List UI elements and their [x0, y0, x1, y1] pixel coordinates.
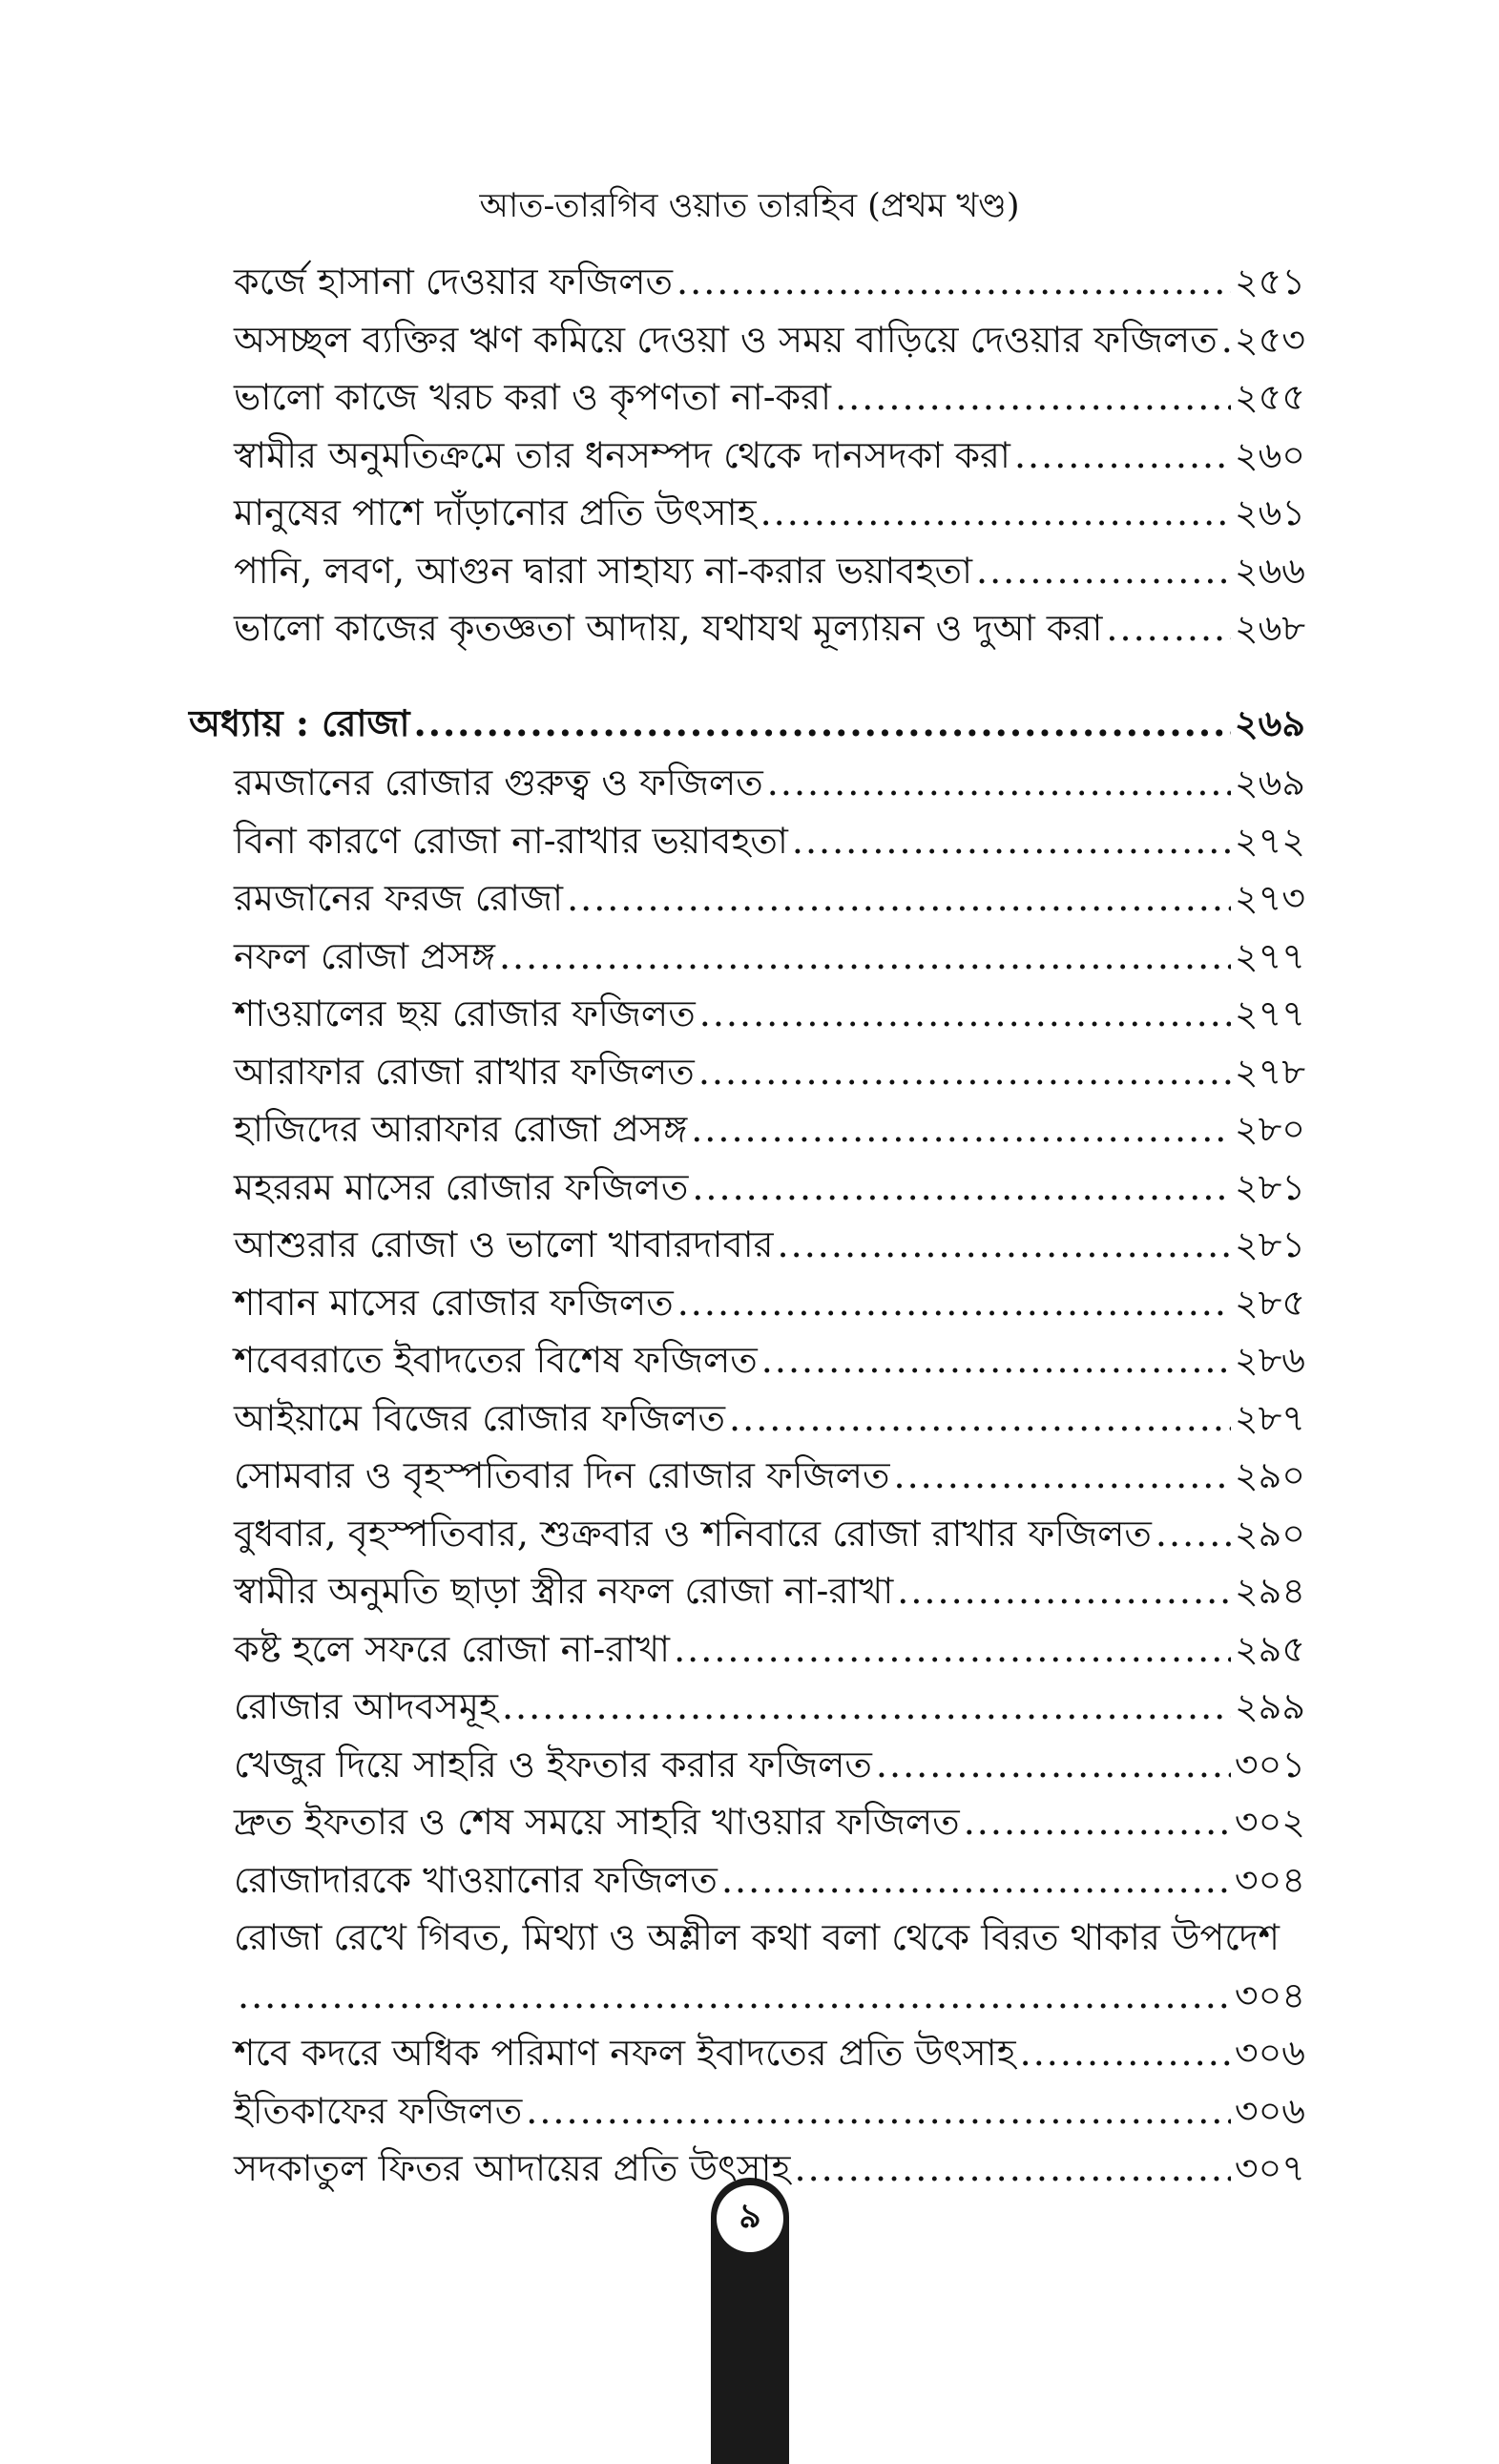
- toc-entry-title: শবে কদরে অধিক পরিমাণ নফল ইবাদতের প্রতি উৎসাহ: [234, 2032, 1016, 2074]
- dot-leader: [729, 1394, 1231, 1442]
- toc-entry[interactable]: [234, 258, 1305, 305]
- dot-leader: [413, 700, 1230, 747]
- toc-entry-page: ২৯০: [1234, 1512, 1305, 1555]
- toc-entry-page: ২৬৯: [1234, 701, 1305, 744]
- toc-entry-title: মহররম মাসের রোজার ফজিলত: [234, 1165, 689, 1208]
- dot-leader: [1155, 1510, 1231, 1557]
- toc-entry-title: হাজিদের আরাফার রোজা প্রসঙ্গ: [234, 1108, 688, 1150]
- dot-leader: [1014, 431, 1231, 479]
- dot-leader: [976, 547, 1231, 595]
- dot-leader: [502, 1682, 1231, 1730]
- toc-entry[interactable]: [234, 1336, 1305, 1384]
- toc-entry-page: ৩০৪: [1234, 1973, 1305, 2016]
- toc-entry[interactable]: [234, 990, 1305, 1037]
- toc-entry[interactable]: [234, 2144, 1305, 2192]
- toc-entry[interactable]: [234, 817, 1305, 865]
- toc-entry[interactable]: [234, 1510, 1305, 1557]
- dot-leader: [792, 817, 1231, 865]
- toc-entry[interactable]: [234, 1394, 1305, 1442]
- toc-entry[interactable]: [234, 2087, 1305, 2135]
- toc-entry-page: ৩০৬: [1234, 2032, 1305, 2074]
- dot-leader: [698, 1048, 1231, 1096]
- dot-leader: [1221, 316, 1231, 364]
- toc-entry-continuation[interactable]: [234, 1972, 1305, 2019]
- toc-entry-page: ২৬৬: [1234, 549, 1305, 592]
- toc-entry[interactable]: [234, 1163, 1305, 1211]
- toc-entry-page: ২৮৭: [1234, 1396, 1305, 1439]
- toc-entry-title: খেজুর দিয়ে সাহরি ও ইফতার করার ফজিলত: [234, 1743, 872, 1785]
- toc-entry-title: বিনা কারণে রোজা না-রাখার ভয়াবহতা: [234, 819, 788, 862]
- toc-entry-title: আইয়ামে বিজের রোজার ফজিলত: [234, 1396, 726, 1439]
- dot-leader: [674, 1625, 1231, 1673]
- toc-entry-page: ২৮৬: [1234, 1339, 1305, 1381]
- toc-entry[interactable]: [234, 316, 1305, 364]
- toc-entry-title: সোমবার ও বৃহস্পতিবার দিন রোজার ফজিলত: [234, 1454, 890, 1496]
- toc-entry[interactable]: [234, 1279, 1305, 1326]
- toc-entry-title: স্বামীর অনুমতিক্রমে তার ধনসম্পদ থেকে দানসদকা করা: [234, 433, 1010, 476]
- toc-entry-title: ভালো কাজের কৃতজ্ঞতা আদায়, যথাযথ মূল্যায়ন ও দুআ করা: [234, 607, 1103, 649]
- toc-entry[interactable]: [234, 431, 1305, 479]
- toc-entry-page: ৩০২: [1234, 1801, 1305, 1843]
- toc-entry-title: শাওয়ালের ছয় রোজার ফজিলত: [234, 992, 696, 1034]
- toc-entry-title: কষ্ট হলে সফরে রোজা না-রাখা: [234, 1627, 671, 1670]
- toc-entry-page: ২৮৫: [1234, 1281, 1305, 1324]
- toc-entry[interactable]: [234, 1567, 1305, 1615]
- dot-leader: [721, 1856, 1231, 1904]
- toc-entry-page: ২৮০: [1234, 1108, 1305, 1150]
- toc-entry-title: রমজানের রোজার গুরুত্ব ও ফজিলত: [234, 762, 763, 804]
- toc-entry-page: ২৭৭: [1234, 992, 1305, 1034]
- toc-entry-title: রমজানের ফরজ রোজা: [234, 877, 564, 919]
- toc-entry-page: ২৭২: [1234, 819, 1305, 862]
- toc-entry-page: ৩০১: [1234, 1743, 1305, 1785]
- toc-entry-page: ২৯৫: [1234, 1627, 1305, 1670]
- toc-entry-title: দ্রুত ইফতার ও শেষ সময়ে সাহরি খাওয়ার ফজিলত: [234, 1801, 960, 1843]
- toc-entry-page: ৩০৭: [1234, 2147, 1305, 2189]
- running-title: আত-তারগিব ওয়াত তারহিব (প্রথম খণ্ড): [479, 187, 1020, 225]
- dot-leader: [778, 1221, 1231, 1268]
- toc-entry[interactable]: [234, 759, 1305, 806]
- toc-entry-page: ৩০৪: [1234, 1858, 1305, 1901]
- dot-leader: [238, 1972, 1231, 2019]
- dot-leader: [499, 932, 1231, 980]
- dot-leader: [876, 1741, 1231, 1788]
- dot-leader: [964, 1798, 1231, 1846]
- chapter-heading[interactable]: [189, 700, 1305, 747]
- toc-entry-title: অধ্যায় : রোজা: [189, 701, 410, 744]
- toc-entry-page: ২৬০: [1234, 433, 1305, 476]
- toc-entry[interactable]: [234, 1682, 1305, 1730]
- toc-entry[interactable]: [234, 547, 1305, 595]
- toc-entry-page: ২৯৯: [1234, 1685, 1305, 1727]
- toc-entry-title: ইতিকাফের ফজিলত: [234, 2089, 523, 2132]
- toc-entry[interactable]: [234, 1048, 1305, 1096]
- toc-entry[interactable]: [234, 1105, 1305, 1153]
- dot-leader: [526, 2087, 1231, 2135]
- toc-entry-page: ২৬৯: [1234, 762, 1305, 804]
- toc-entry-page: ২৬৮: [1234, 607, 1305, 649]
- dot-leader: [691, 1105, 1231, 1153]
- toc-entry-title: সদকাতুল ফিতর আদায়ের প্রতি উৎসাহ: [234, 2147, 791, 2189]
- toc-entry-page: ২৫১: [1234, 261, 1305, 303]
- toc-entry-page: ২৬১: [1234, 491, 1305, 533]
- toc-entry-title: রোজার আদবসমূহ: [234, 1685, 498, 1727]
- toc-entry[interactable]: [234, 932, 1305, 980]
- dot-leader: [1020, 2029, 1231, 2077]
- toc-entry[interactable]: [234, 874, 1305, 922]
- dot-leader: [893, 1451, 1230, 1499]
- dot-leader: [699, 990, 1231, 1037]
- dot-leader: [677, 1279, 1231, 1326]
- toc-entry-page: ২৮১: [1234, 1165, 1305, 1208]
- toc-entry[interactable]: [234, 1741, 1305, 1788]
- toc-entry-title: কর্জে হাসানা দেওয়ার ফজিলত: [234, 261, 674, 303]
- toc-entry-title: আরাফার রোজা রাখার ফজিলত: [234, 1050, 695, 1093]
- toc-entry-page: ২৫৩: [1234, 318, 1305, 361]
- toc-entry-title: মানুষের পাশে দাঁড়ানোর প্রতি উৎসাহ: [234, 491, 757, 533]
- toc-entry-page: ২৭৮: [1234, 1050, 1305, 1093]
- dot-leader: [897, 1567, 1231, 1615]
- toc-entry-title: শবেবরাতে ইবাদতের বিশেষ ফজিলত: [234, 1339, 758, 1381]
- toc-entry-title: পানি, লবণ, আগুন দ্বারা সাহায্য না-করার ভয়াবহতা: [234, 549, 973, 592]
- toc-entry-title: আশুরার রোজা ও ভালো খাবারদাবার: [234, 1223, 774, 1265]
- toc-entry-page: ২৫৫: [1234, 376, 1305, 418]
- toc-entry[interactable]: [234, 489, 1305, 536]
- dot-leader: [692, 1163, 1231, 1211]
- dot-leader: [567, 874, 1231, 922]
- toc-entry-page: ২৯৪: [1234, 1570, 1305, 1612]
- toc-entry[interactable]: [234, 2029, 1305, 2077]
- toc-entry-title: নফল রোজা প্রসঙ্গ: [234, 934, 495, 977]
- toc-entry[interactable]: [234, 1625, 1305, 1673]
- toc-entry-title: অসচ্ছল ব্যক্তির ঋণ কমিয়ে দেওয়া ও সময় বাড়িয়ে দেওয়ার ফজিলত: [234, 318, 1218, 361]
- toc-entry[interactable]: [234, 1451, 1305, 1499]
- dot-leader: [767, 759, 1231, 806]
- page-number: ৯: [717, 2185, 783, 2252]
- toc-entry[interactable]: [234, 373, 1305, 421]
- dot-leader: [760, 489, 1231, 536]
- dot-leader: [794, 2144, 1230, 2192]
- dot-leader: [835, 373, 1231, 421]
- toc-entry[interactable]: [234, 1221, 1305, 1268]
- toc-entry-title: রোজাদারকে খাওয়ানোর ফজিলত: [234, 1858, 718, 1901]
- toc-entry-title[interactable]: রোজা রেখে গিবত, মিথ্যা ও অশ্লীল কথা বলা থেকে বিরত থাকার উপদেশ: [234, 1916, 1280, 1958]
- toc-entry-page: ২৭৭: [1234, 934, 1305, 977]
- toc-entry-page: ২৭৩: [1234, 877, 1305, 919]
- toc-entry[interactable]: [234, 1798, 1305, 1846]
- toc-entry-page: ৩০৬: [1234, 2089, 1305, 2132]
- toc-entry-title: স্বামীর অনুমতি ছাড়া স্ত্রীর নফল রোজা না-রাখা: [234, 1570, 894, 1612]
- toc-entry-title: বুধবার, বৃহস্পতিবার, শুক্রবার ও শনিবারে রোজা রাখার ফজিলত: [234, 1512, 1152, 1555]
- dot-leader: [677, 258, 1231, 305]
- dot-leader: [761, 1336, 1231, 1384]
- toc-entry[interactable]: [234, 604, 1305, 652]
- toc-entry-title: ভালো কাজে খরচ করা ও কৃপণতা না-করা: [234, 376, 832, 418]
- toc-entry-title: শাবান মাসের রোজার ফজিলত: [234, 1281, 674, 1324]
- toc-entry[interactable]: [234, 1856, 1305, 1904]
- dot-leader: [1106, 604, 1231, 652]
- toc-entry-page: ২৯০: [1234, 1454, 1305, 1496]
- toc-entry-page: ২৮১: [1234, 1223, 1305, 1265]
